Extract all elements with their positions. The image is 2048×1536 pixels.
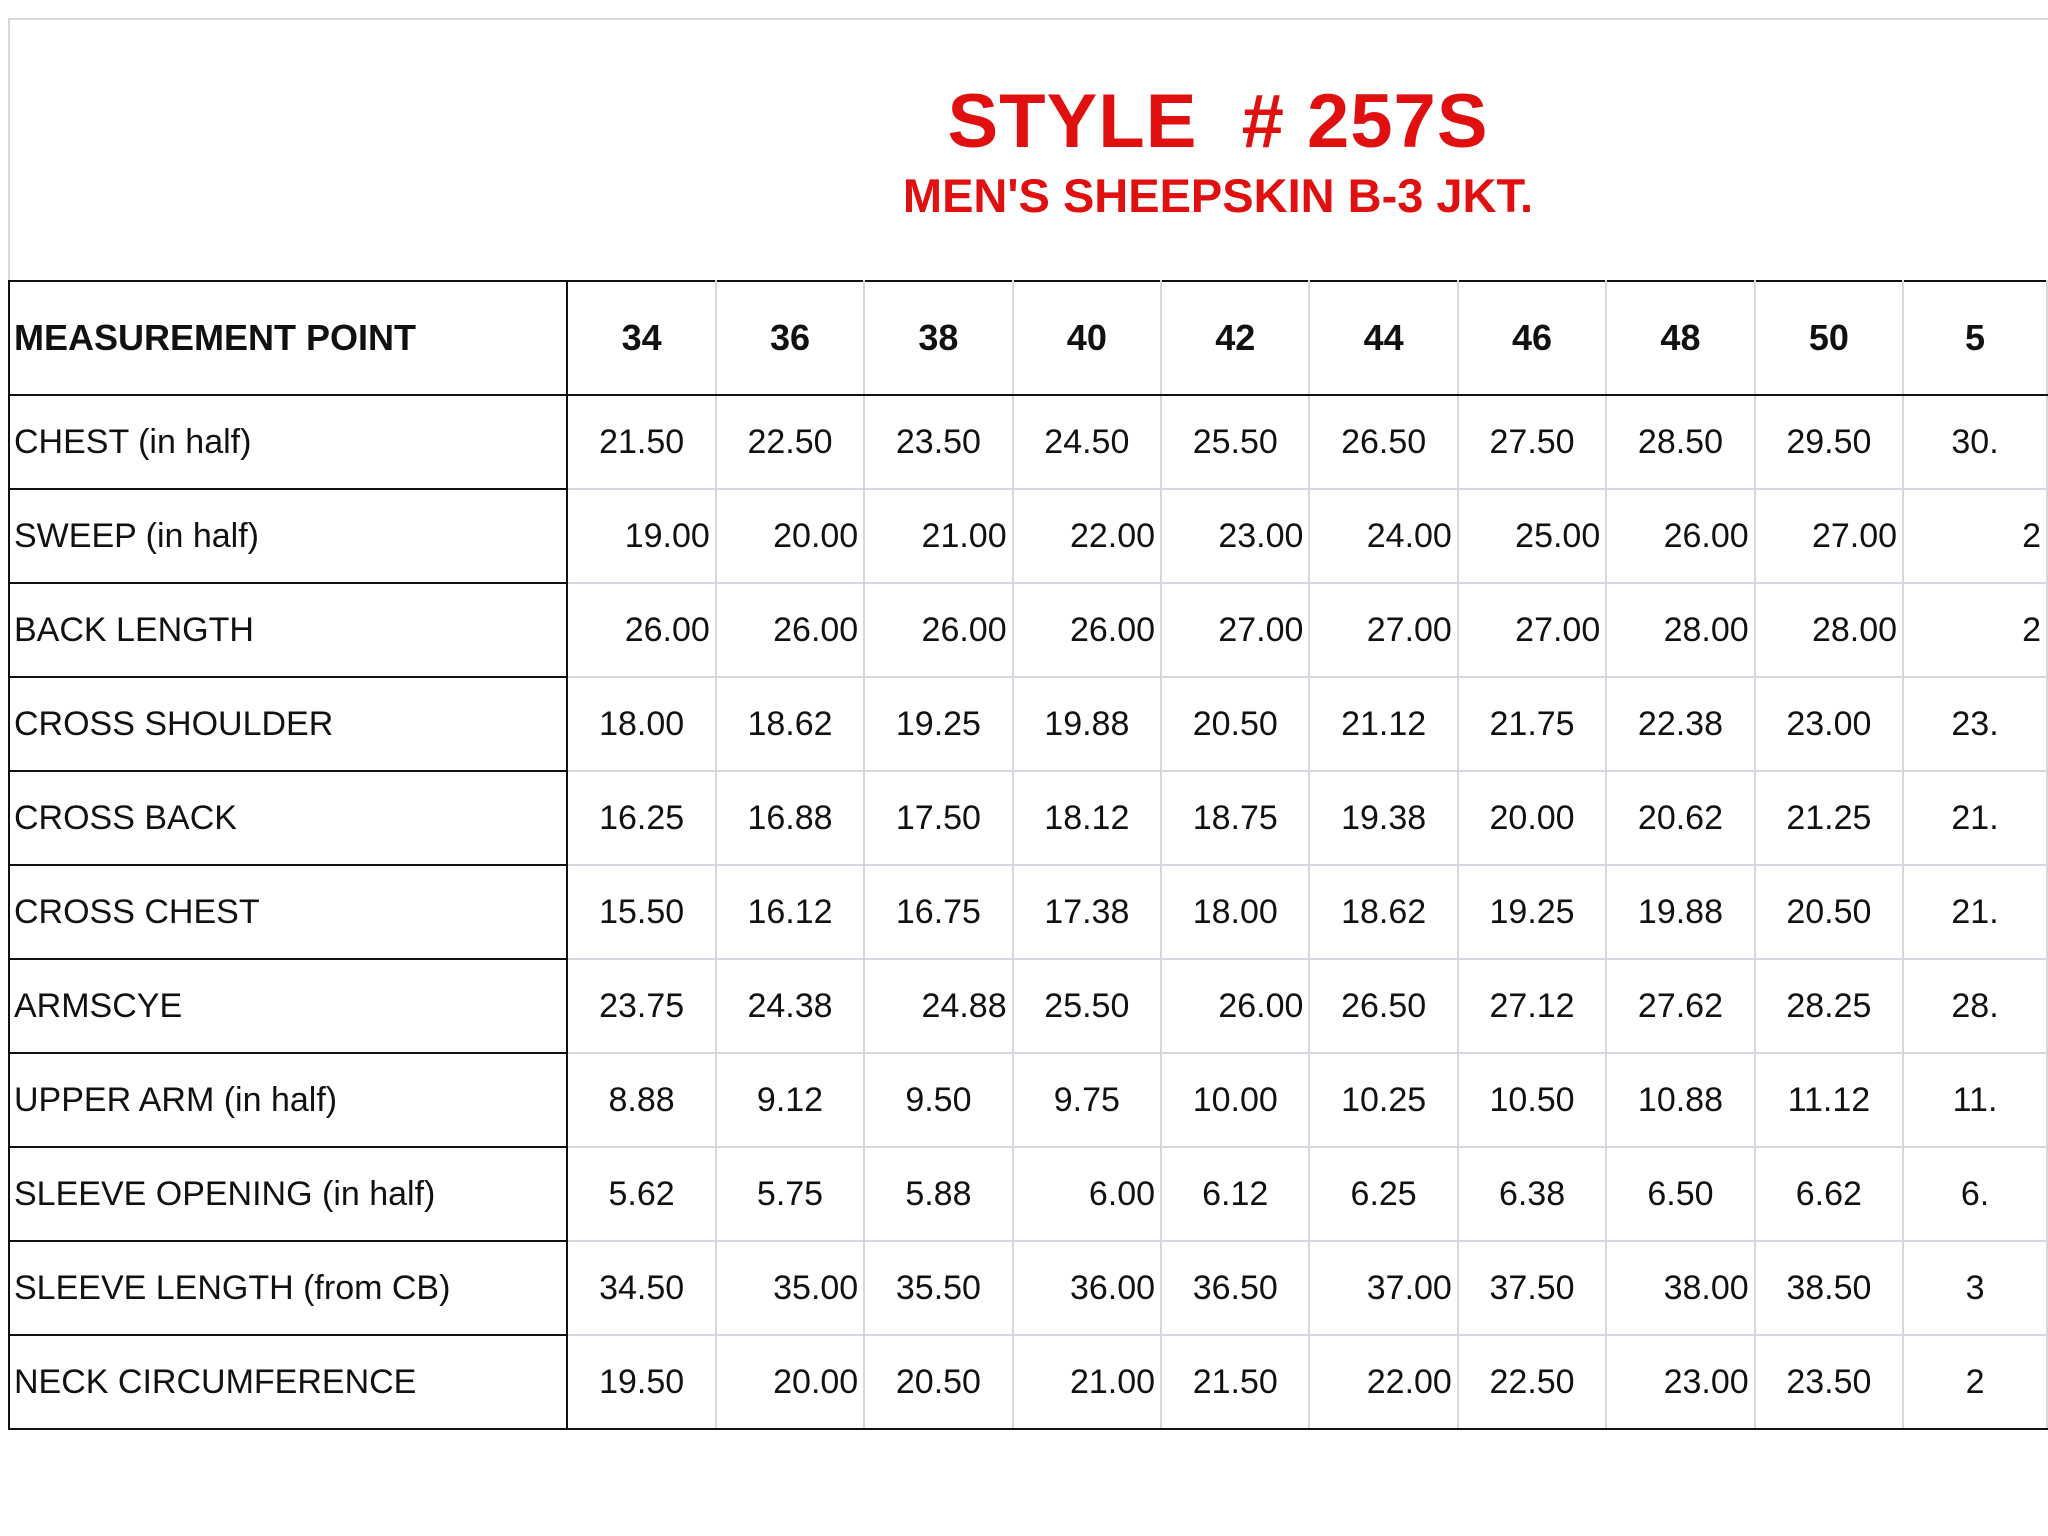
measurement-value: 9.12 xyxy=(716,1053,864,1147)
measurement-value: 21. xyxy=(1903,865,2047,959)
measurement-value: 26.00 xyxy=(567,583,715,677)
measurement-value: 20.50 xyxy=(1755,865,1903,959)
measurement-value: 19.25 xyxy=(864,677,1012,771)
measurement-value: 5.62 xyxy=(567,1147,715,1241)
header-size: 40 xyxy=(1013,281,1161,395)
measurement-value: 22.50 xyxy=(1458,1335,1606,1429)
measurement-value: 19.25 xyxy=(1458,865,1606,959)
measurement-value: 25.50 xyxy=(1161,395,1309,489)
measurement-value: 24.00 xyxy=(1309,489,1457,583)
measurement-value: 27.00 xyxy=(1458,583,1606,677)
measurement-value: 35.00 xyxy=(716,1241,864,1335)
measurement-point-label: CROSS SHOULDER xyxy=(9,677,567,771)
measurement-value: 17.50 xyxy=(864,771,1012,865)
header-size: 50 xyxy=(1755,281,1903,395)
measurement-value: 21.00 xyxy=(864,489,1012,583)
measurement-value: 28.00 xyxy=(1606,583,1754,677)
measurement-value: 3 xyxy=(1903,1241,2047,1335)
measurement-value: 23.75 xyxy=(567,959,715,1053)
measurement-value: 21.25 xyxy=(1755,771,1903,865)
measurement-value: 20.00 xyxy=(716,489,864,583)
measurement-value: 19.88 xyxy=(1013,677,1161,771)
measurement-value: 20.50 xyxy=(1161,677,1309,771)
table-row xyxy=(9,1241,2047,1335)
table-row xyxy=(9,959,2047,1053)
measurement-value: 27.00 xyxy=(1161,583,1309,677)
measurement-value: 25.00 xyxy=(1458,489,1606,583)
table-row xyxy=(9,771,2047,865)
measurement-value: 23.50 xyxy=(864,395,1012,489)
header-size: 42 xyxy=(1161,281,1309,395)
measurement-table xyxy=(8,280,2048,1430)
measurement-value: 10.25 xyxy=(1309,1053,1457,1147)
measurement-point-label: SLEEVE OPENING (in half) xyxy=(9,1147,567,1241)
style-subtitle: MEN'S SHEEPSKIN B-3 JKT. xyxy=(902,169,1534,222)
header-size: 5 xyxy=(1903,281,2047,395)
measurement-value: 37.50 xyxy=(1458,1241,1606,1335)
table-header-row xyxy=(9,281,2047,395)
measurement-value: 6.12 xyxy=(1161,1147,1309,1241)
measurement-value: 6. xyxy=(1903,1147,2047,1241)
measurement-value: 26.00 xyxy=(1606,489,1754,583)
measurement-value: 22.50 xyxy=(716,395,864,489)
table-row xyxy=(9,1147,2047,1241)
measurement-value: 22.00 xyxy=(1309,1335,1457,1429)
header-size: 44 xyxy=(1309,281,1457,395)
measurement-value: 23.50 xyxy=(1755,1335,1903,1429)
measurement-value: 20.50 xyxy=(864,1335,1012,1429)
measurement-value: 18.62 xyxy=(1309,865,1457,959)
measurement-value: 18.75 xyxy=(1161,771,1309,865)
header-size: 46 xyxy=(1458,281,1606,395)
measurement-value: 35.50 xyxy=(864,1241,1012,1335)
measurement-value: 24.50 xyxy=(1013,395,1161,489)
measurement-value: 16.88 xyxy=(716,771,864,865)
measurement-value: 19.88 xyxy=(1606,865,1754,959)
measurement-value: 23. xyxy=(1903,677,2047,771)
table-row xyxy=(9,1053,2047,1147)
measurement-value: 21.00 xyxy=(1013,1335,1161,1429)
measurement-value: 11.12 xyxy=(1755,1053,1903,1147)
measurement-value: 34.50 xyxy=(567,1241,715,1335)
measurement-value: 16.75 xyxy=(864,865,1012,959)
measurement-value: 20.00 xyxy=(716,1335,864,1429)
measurement-value: 18.12 xyxy=(1013,771,1161,865)
measurement-value: 24.88 xyxy=(864,959,1012,1053)
measurement-value: 38.50 xyxy=(1755,1241,1903,1335)
table-row xyxy=(9,489,2047,583)
measurement-value: 10.50 xyxy=(1458,1053,1606,1147)
table-row xyxy=(9,395,2047,489)
measurement-value: 17.38 xyxy=(1013,865,1161,959)
measurement-value: 25.50 xyxy=(1013,959,1161,1053)
measurement-value: 6.00 xyxy=(1013,1147,1161,1241)
measurement-point-label: CROSS CHEST xyxy=(9,865,567,959)
measurement-point-label: CROSS BACK xyxy=(9,771,567,865)
header-measurement-point: MEASUREMENT POINT xyxy=(9,281,567,395)
measurement-value: 6.25 xyxy=(1309,1147,1457,1241)
measurement-value: 16.25 xyxy=(567,771,715,865)
measurement-point-label: UPPER ARM (in half) xyxy=(9,1053,567,1147)
measurement-value: 9.50 xyxy=(864,1053,1012,1147)
measurement-value: 21.50 xyxy=(1161,1335,1309,1429)
measurement-value: 27.00 xyxy=(1755,489,1903,583)
measurement-value: 2 xyxy=(1903,1335,2047,1429)
measurement-value: 6.62 xyxy=(1755,1147,1903,1241)
measurement-value: 19.38 xyxy=(1309,771,1457,865)
measurement-value: 26.50 xyxy=(1309,395,1457,489)
measurement-value: 21. xyxy=(1903,771,2047,865)
measurement-value: 10.00 xyxy=(1161,1053,1309,1147)
measurement-value: 15.50 xyxy=(567,865,715,959)
measurement-value: 22.00 xyxy=(1013,489,1161,583)
measurement-value: 29.50 xyxy=(1755,395,1903,489)
measurement-point-label: NECK CIRCUMFERENCE xyxy=(9,1335,567,1429)
measurement-value: 26.50 xyxy=(1309,959,1457,1053)
table-row xyxy=(9,1335,2047,1429)
measurement-point-label: CHEST (in half) xyxy=(9,395,567,489)
measurement-value: 22.38 xyxy=(1606,677,1754,771)
measurement-value: 36.00 xyxy=(1013,1241,1161,1335)
measurement-value: 21.50 xyxy=(567,395,715,489)
measurement-value: 9.75 xyxy=(1013,1053,1161,1147)
measurement-value: 5.75 xyxy=(716,1147,864,1241)
table-row xyxy=(9,583,2047,677)
measurement-value: 18.62 xyxy=(716,677,864,771)
measurement-value: 11. xyxy=(1903,1053,2047,1147)
measurement-value: 5.88 xyxy=(864,1147,1012,1241)
header-size: 48 xyxy=(1606,281,1754,395)
header-size: 34 xyxy=(567,281,715,395)
measurement-value: 21.12 xyxy=(1309,677,1457,771)
measurement-point-label: BACK LENGTH xyxy=(9,583,567,677)
measurement-value: 6.38 xyxy=(1458,1147,1606,1241)
measurement-value: 10.88 xyxy=(1606,1053,1754,1147)
measurement-value: 8.88 xyxy=(567,1053,715,1147)
measurement-value: 26.00 xyxy=(864,583,1012,677)
measurement-value: 27.12 xyxy=(1458,959,1606,1053)
measurement-value: 23.00 xyxy=(1161,489,1309,583)
measurement-value: 28.25 xyxy=(1755,959,1903,1053)
measurement-value: 23.00 xyxy=(1755,677,1903,771)
measurement-value: 21.75 xyxy=(1458,677,1606,771)
measurement-value: 28. xyxy=(1903,959,2047,1053)
measurement-value: 27.50 xyxy=(1458,395,1606,489)
table-row xyxy=(9,865,2047,959)
measurement-point-label: SWEEP (in half) xyxy=(9,489,567,583)
measurement-value: 28.00 xyxy=(1755,583,1903,677)
header-size: 36 xyxy=(716,281,864,395)
measurement-value: 16.12 xyxy=(716,865,864,959)
measurement-value: 2 xyxy=(1903,583,2047,677)
measurement-value: 2 xyxy=(1903,489,2047,583)
measurement-value: 18.00 xyxy=(1161,865,1309,959)
measurement-value: 30. xyxy=(1903,395,2047,489)
measurement-value: 20.00 xyxy=(1458,771,1606,865)
measurement-value: 27.62 xyxy=(1606,959,1754,1053)
header-size: 38 xyxy=(864,281,1012,395)
measurement-value: 6.50 xyxy=(1606,1147,1754,1241)
measurement-value: 26.00 xyxy=(716,583,864,677)
measurement-value: 24.38 xyxy=(716,959,864,1053)
measurement-value: 23.00 xyxy=(1606,1335,1754,1429)
measurement-value: 26.00 xyxy=(1013,583,1161,677)
measurement-point-label: ARMSCYE xyxy=(9,959,567,1053)
measurement-value: 27.00 xyxy=(1309,583,1457,677)
measurement-point-label: SLEEVE LENGTH (from CB) xyxy=(9,1241,567,1335)
measurement-value: 18.00 xyxy=(567,677,715,771)
measurement-value: 20.62 xyxy=(1606,771,1754,865)
measurement-value: 26.00 xyxy=(1161,959,1309,1053)
measurement-value: 28.50 xyxy=(1606,395,1754,489)
measurement-value: 36.50 xyxy=(1161,1241,1309,1335)
measurement-value: 19.50 xyxy=(567,1335,715,1429)
measurement-value: 19.00 xyxy=(567,489,715,583)
measurement-value: 37.00 xyxy=(1309,1241,1457,1335)
measurement-value: 38.00 xyxy=(1606,1241,1754,1335)
style-title: STYLE # 257S xyxy=(947,79,1489,164)
table-row xyxy=(9,677,2047,771)
